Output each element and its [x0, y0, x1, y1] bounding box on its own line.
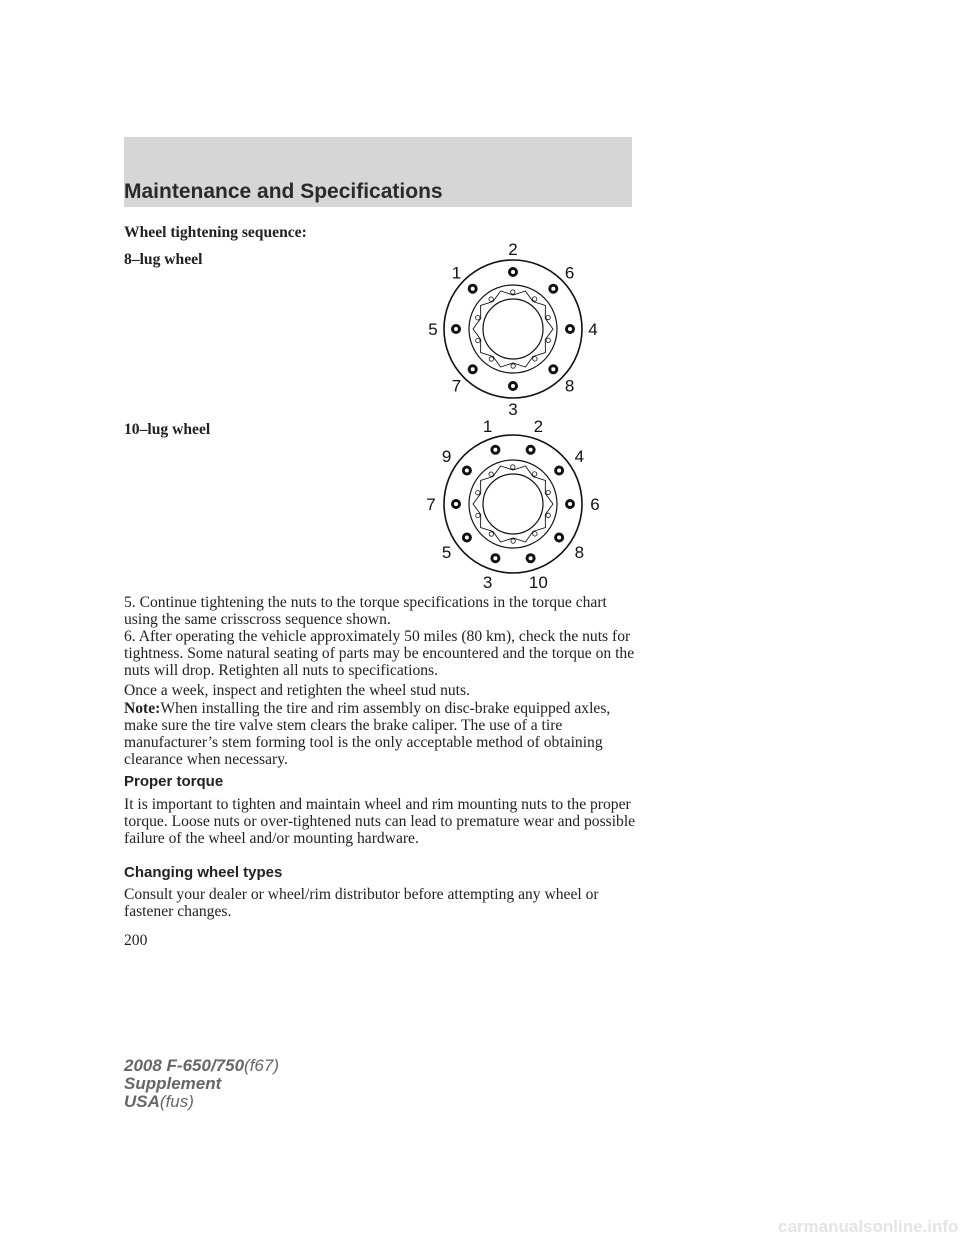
lug-label-2: 2	[533, 417, 544, 437]
lug-label-8: 8	[574, 543, 585, 563]
lug-nut-center	[511, 270, 515, 274]
wheel10-label: 10–lug wheel	[124, 421, 211, 438]
lug-label-10: 10	[528, 572, 548, 590]
lug-label-2: 2	[508, 240, 518, 259]
section-header	[124, 137, 632, 207]
step-5: 5. Continue tightening the nuts to the torque specifications in the torque chart using the same crisscross sequence shown.	[124, 594, 607, 628]
lug-label-8: 8	[564, 376, 575, 396]
hub-bolt-hole	[533, 532, 537, 536]
wheel-outer-rim	[444, 260, 582, 398]
lug-label-7: 7	[426, 495, 436, 514]
lug-nut-center	[529, 448, 533, 452]
hub-bolt-hole	[511, 539, 515, 543]
lug-label-3: 3	[508, 400, 518, 415]
hub-bolt-hole	[546, 315, 550, 319]
hub-bolt-hole	[476, 513, 480, 517]
note	[124, 700, 644, 768]
lug-label-3: 3	[482, 572, 493, 590]
wheel-8-lug-diagram	[420, 240, 610, 415]
lug-label-1: 1	[451, 263, 462, 283]
footer-model-code: (f67)	[244, 1056, 280, 1075]
hub-bolt-hole	[476, 338, 480, 342]
hub-bolt-hole	[532, 297, 536, 301]
document-footer	[124, 1057, 279, 1111]
watermark-text: carmanualsonline.info	[778, 1217, 959, 1236]
changing-text: Consult your dealer or wheel/rim distributor before attempting any wheel or fastener changes.	[124, 886, 599, 920]
proper-torque-text: It is important to tighten and maintain wheel and rim mounting nuts to the proper torque. Loose nuts or over-tightened nuts can lead to premature wear and possible failure of the wheel and/or mounting hardware.	[124, 796, 636, 847]
lug-label-4: 4	[588, 320, 598, 339]
lug-nut-center	[493, 448, 497, 452]
lug-label-7: 7	[451, 376, 462, 396]
lug-nut-center	[465, 536, 469, 540]
lug-nut-center	[551, 287, 555, 291]
lug-nut-center	[568, 327, 572, 331]
hub-bolt-hole	[489, 532, 493, 536]
weekly-check: Once a week, inspect and retighten the wheel stud nuts.	[124, 682, 470, 699]
wheel-10-lug-diagram	[420, 415, 610, 590]
sequence-title: Wheel tightening sequence:	[124, 224, 307, 241]
wheel-outer-rim	[441, 435, 585, 573]
footer-region: USA	[124, 1092, 160, 1111]
lug-nut-center	[557, 536, 561, 540]
hub-bolt-hole	[546, 490, 550, 494]
lug-nut-center	[471, 287, 475, 291]
lug-nut-center	[529, 556, 533, 560]
lug-nut-center	[454, 502, 458, 506]
footer-region-code: (fus)	[159, 1092, 194, 1111]
lug-nut-center	[511, 384, 515, 388]
lug-label-6: 6	[564, 263, 575, 283]
lug-label-5: 5	[441, 543, 452, 563]
hub-bolt-hole	[532, 472, 536, 476]
lug-nut-center	[551, 367, 555, 371]
wheel8-label: 8–lug wheel	[124, 251, 203, 268]
changing-heading: Changing wheel types	[124, 864, 283, 881]
lug-nut-center	[568, 502, 572, 506]
page-number: 200	[124, 932, 148, 949]
lug-nut-center	[471, 367, 475, 371]
hub-bolt-hole	[511, 465, 515, 469]
hub-bolt-hole	[489, 357, 493, 361]
note-label: Note:	[124, 700, 161, 717]
lug-label-6: 6	[590, 495, 600, 514]
hub-bolt-hole	[511, 290, 515, 294]
section-title: Maintenance and Specifications	[124, 180, 443, 203]
lug-nut-center	[557, 468, 561, 472]
note-text: When installing the tire and rim assembly on disc-brake equipped axles, make sure the tire valve stem clears the brake caliper. The use of a tire manufacturer’s stem forming tool is the only acceptable method of obtaining clearance when necessary.	[124, 700, 611, 768]
hub-bolt-hole	[476, 316, 480, 320]
lug-label-4: 4	[574, 446, 585, 466]
watermark-logo	[770, 1206, 960, 1242]
step-6: 6. After operating the vehicle approximately 50 miles (80 km), check the nuts for tightness. Some natural seating of parts may be encountered and the torque on the nuts will drop. Retighten all nuts to specifications.	[124, 628, 635, 679]
footer-model: 2008 F-650/750	[124, 1056, 245, 1075]
lug-label-9: 9	[441, 446, 452, 466]
lug-label-1: 1	[482, 417, 493, 437]
hub-bolt-hole	[489, 297, 493, 301]
hub-bolt-hole	[546, 338, 550, 342]
lug-nut-center	[454, 327, 458, 331]
footer-supplement: Supplement	[124, 1074, 222, 1093]
hub-bolt-hole	[533, 357, 537, 361]
hub-bolt-hole	[476, 491, 480, 495]
lug-label-5: 5	[428, 320, 438, 339]
lug-nut-center	[493, 556, 497, 560]
proper-torque-heading: Proper torque	[124, 773, 224, 790]
hub-bolt-hole	[511, 364, 515, 368]
hub-bolt-hole	[546, 513, 550, 517]
hub-bolt-hole	[489, 472, 493, 476]
lug-nut-center	[465, 468, 469, 472]
